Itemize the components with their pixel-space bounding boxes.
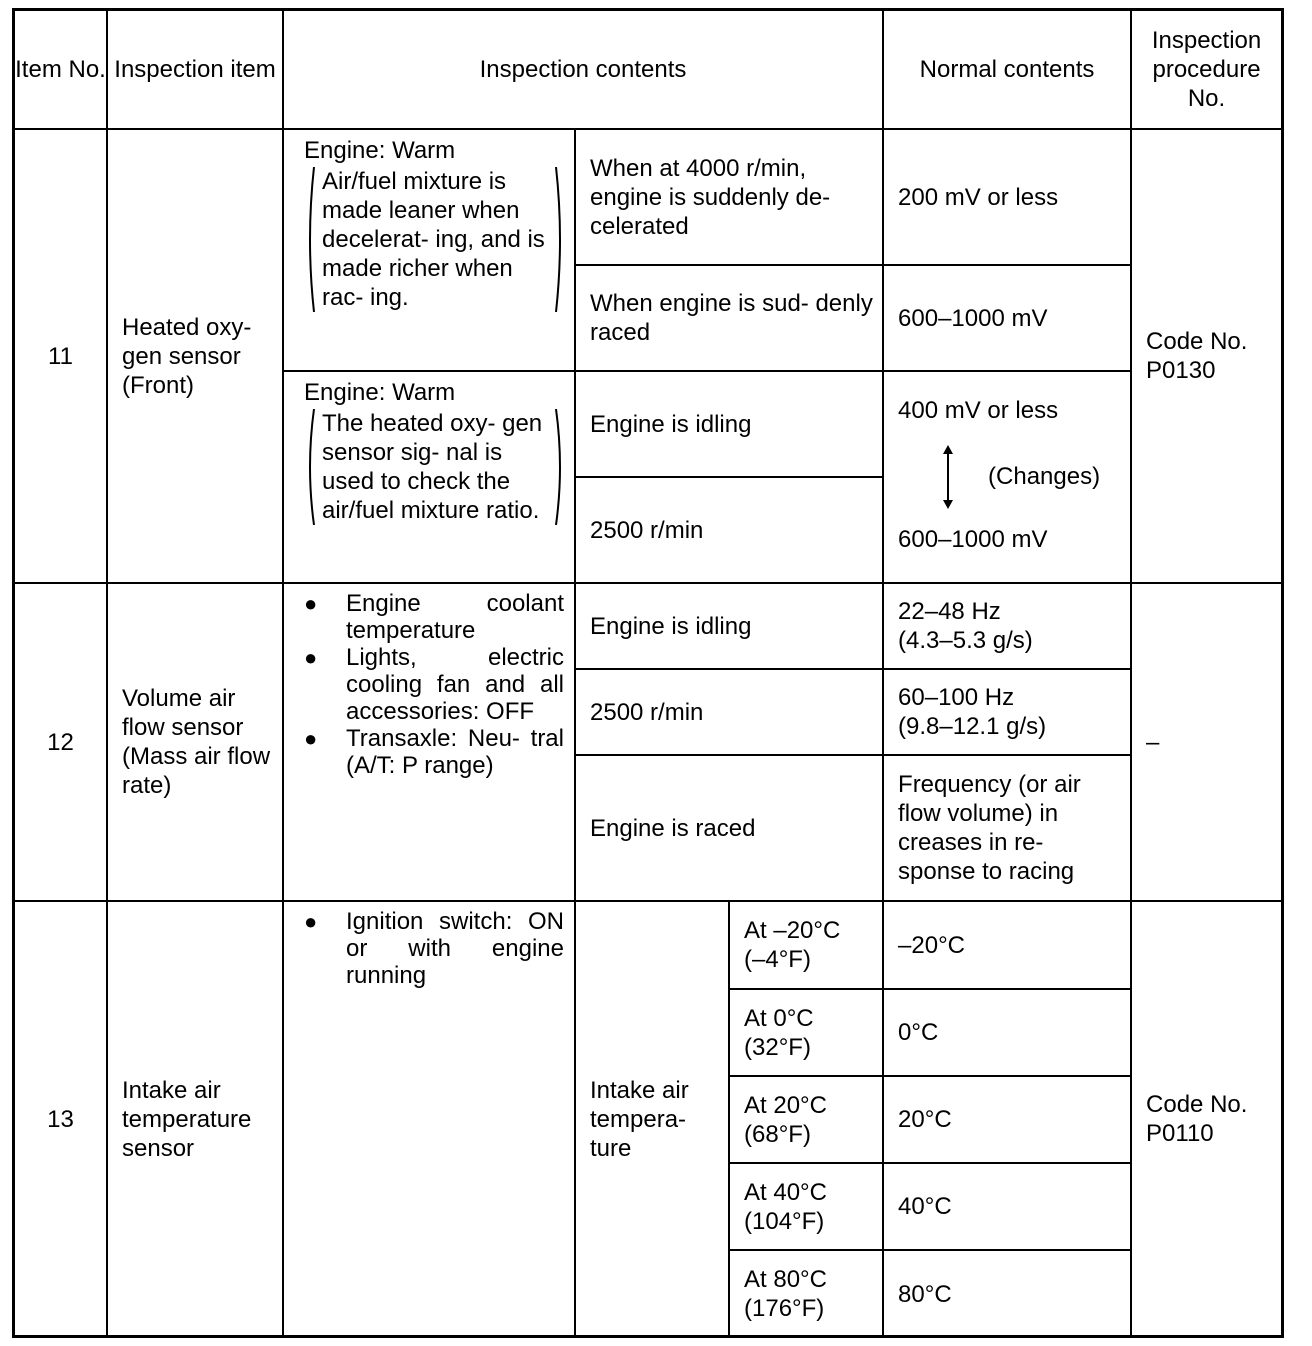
bullet-icon: ● [304, 645, 318, 670]
procedure-13: Code No. P0110 [1131, 901, 1281, 1337]
normal-raced: 600–1000 mV [883, 265, 1131, 371]
normal-raced-12: Frequency (or air flow volume) in creases in re- sponse to racing [883, 755, 1131, 901]
normal-2500: 600–1000 mV [898, 526, 1048, 553]
at-temp-40: At 40°C (104°F) [729, 1163, 883, 1250]
normal-20: 20°C [883, 1076, 1131, 1163]
at-temp-20: At 20°C (68°F) [729, 1076, 883, 1163]
header-inspection-item: Inspection item [107, 11, 283, 129]
inspection-table-sheet [12, 8, 1284, 1338]
changes-indicator [884, 372, 1130, 582]
normal-decelerated: 200 mV or less [883, 129, 1131, 265]
normal-80: 80°C [883, 1250, 1131, 1337]
engine-warm-label: Engine: Warm [304, 137, 456, 164]
parenthetical-note [304, 167, 566, 312]
header-procedure-no: Inspection procedure No. [1131, 11, 1281, 129]
conditions-12 [283, 583, 575, 901]
condition-idling: Engine is idling [575, 371, 883, 477]
list-item: ● Lights, electric cooling fan and all accessories: OFF [304, 644, 564, 725]
inspection-item-12: Volume air flow sensor (Mass air flow rate) [107, 583, 283, 901]
list-item: ● Transaxle: Neu- tral (A/T: P range) [304, 725, 564, 779]
condition-group-warm-2 [283, 371, 575, 583]
bullet-icon: ● [304, 591, 318, 616]
list-item: ● Engine coolant temperature [304, 590, 564, 644]
normal-idling: 400 mV or less [898, 397, 1059, 424]
signal-note: The heated oxy- gen sensor sig- nal is used to check the air/fuel mixture ratio. [322, 410, 543, 524]
normal-changes-cell [883, 371, 1131, 583]
procedure-11: Code No. P0130 [1131, 129, 1281, 583]
condition-2500-12: 2500 r/min [575, 669, 883, 755]
table-row [15, 129, 1281, 265]
normal-0: 0°C [883, 989, 1131, 1076]
item-no-13: 13 [15, 901, 107, 1337]
item-no-12: 12 [15, 583, 107, 901]
header-item-no: Item No. [15, 11, 107, 129]
left-bracket-icon [304, 167, 316, 312]
bullet-icon: ● [304, 909, 318, 934]
condition-group-warm-1 [283, 129, 575, 371]
parenthetical-note [304, 409, 566, 525]
header-normal-contents: Normal contents [883, 11, 1131, 129]
condition-raced: When engine is sud- denly raced [575, 265, 883, 371]
condition-raced-12: Engine is raced [575, 755, 883, 901]
at-temp-80: At 80°C (176°F) [729, 1250, 883, 1337]
normal-minus20: –20°C [883, 901, 1131, 989]
right-bracket-icon [554, 409, 566, 525]
normal-40: 40°C [883, 1163, 1131, 1250]
bullet-icon: ● [304, 726, 318, 751]
condition-decelerated: When at 4000 r/min, engine is suddenly de- celerated [575, 129, 883, 265]
normal-idling-12: 22–48 Hz (4.3–5.3 g/s) [883, 583, 1131, 669]
procedure-12: – [1131, 583, 1281, 901]
table-row [15, 901, 1281, 989]
right-bracket-icon [554, 167, 566, 312]
normal-2500-12: 60–100 Hz (9.8–12.1 g/s) [883, 669, 1131, 755]
at-temp-0: At 0°C (32°F) [729, 989, 883, 1076]
conditions-13 [283, 901, 575, 1337]
condition-2500: 2500 r/min [575, 477, 883, 583]
changes-label: (Changes) [988, 463, 1101, 490]
inspection-table [15, 11, 1281, 1338]
list-item: ● Ignition switch: ON or with engine running [304, 908, 564, 989]
engine-warm-label: Engine: Warm [304, 379, 456, 406]
inspection-item-13: Intake air temperature sensor [107, 901, 283, 1337]
mixture-note: Air/fuel mixture is made leaner when decelerat- ing, and is made richer when rac- ing. [322, 168, 545, 311]
table-header-row [15, 11, 1281, 129]
item-no-11: 11 [15, 129, 107, 583]
double-arrow-icon [942, 444, 954, 510]
inspection-item-11: Heated oxy- gen sensor (Front) [107, 129, 283, 583]
condition-idling-12: Engine is idling [575, 583, 883, 669]
header-inspection-contents: Inspection contents [283, 11, 883, 129]
at-temp-minus20: At –20°C (–4°F) [729, 901, 883, 989]
left-bracket-icon [304, 409, 316, 525]
table-row [15, 583, 1281, 669]
intake-air-temperature-label: Intake air tempera- ture [575, 901, 729, 1337]
